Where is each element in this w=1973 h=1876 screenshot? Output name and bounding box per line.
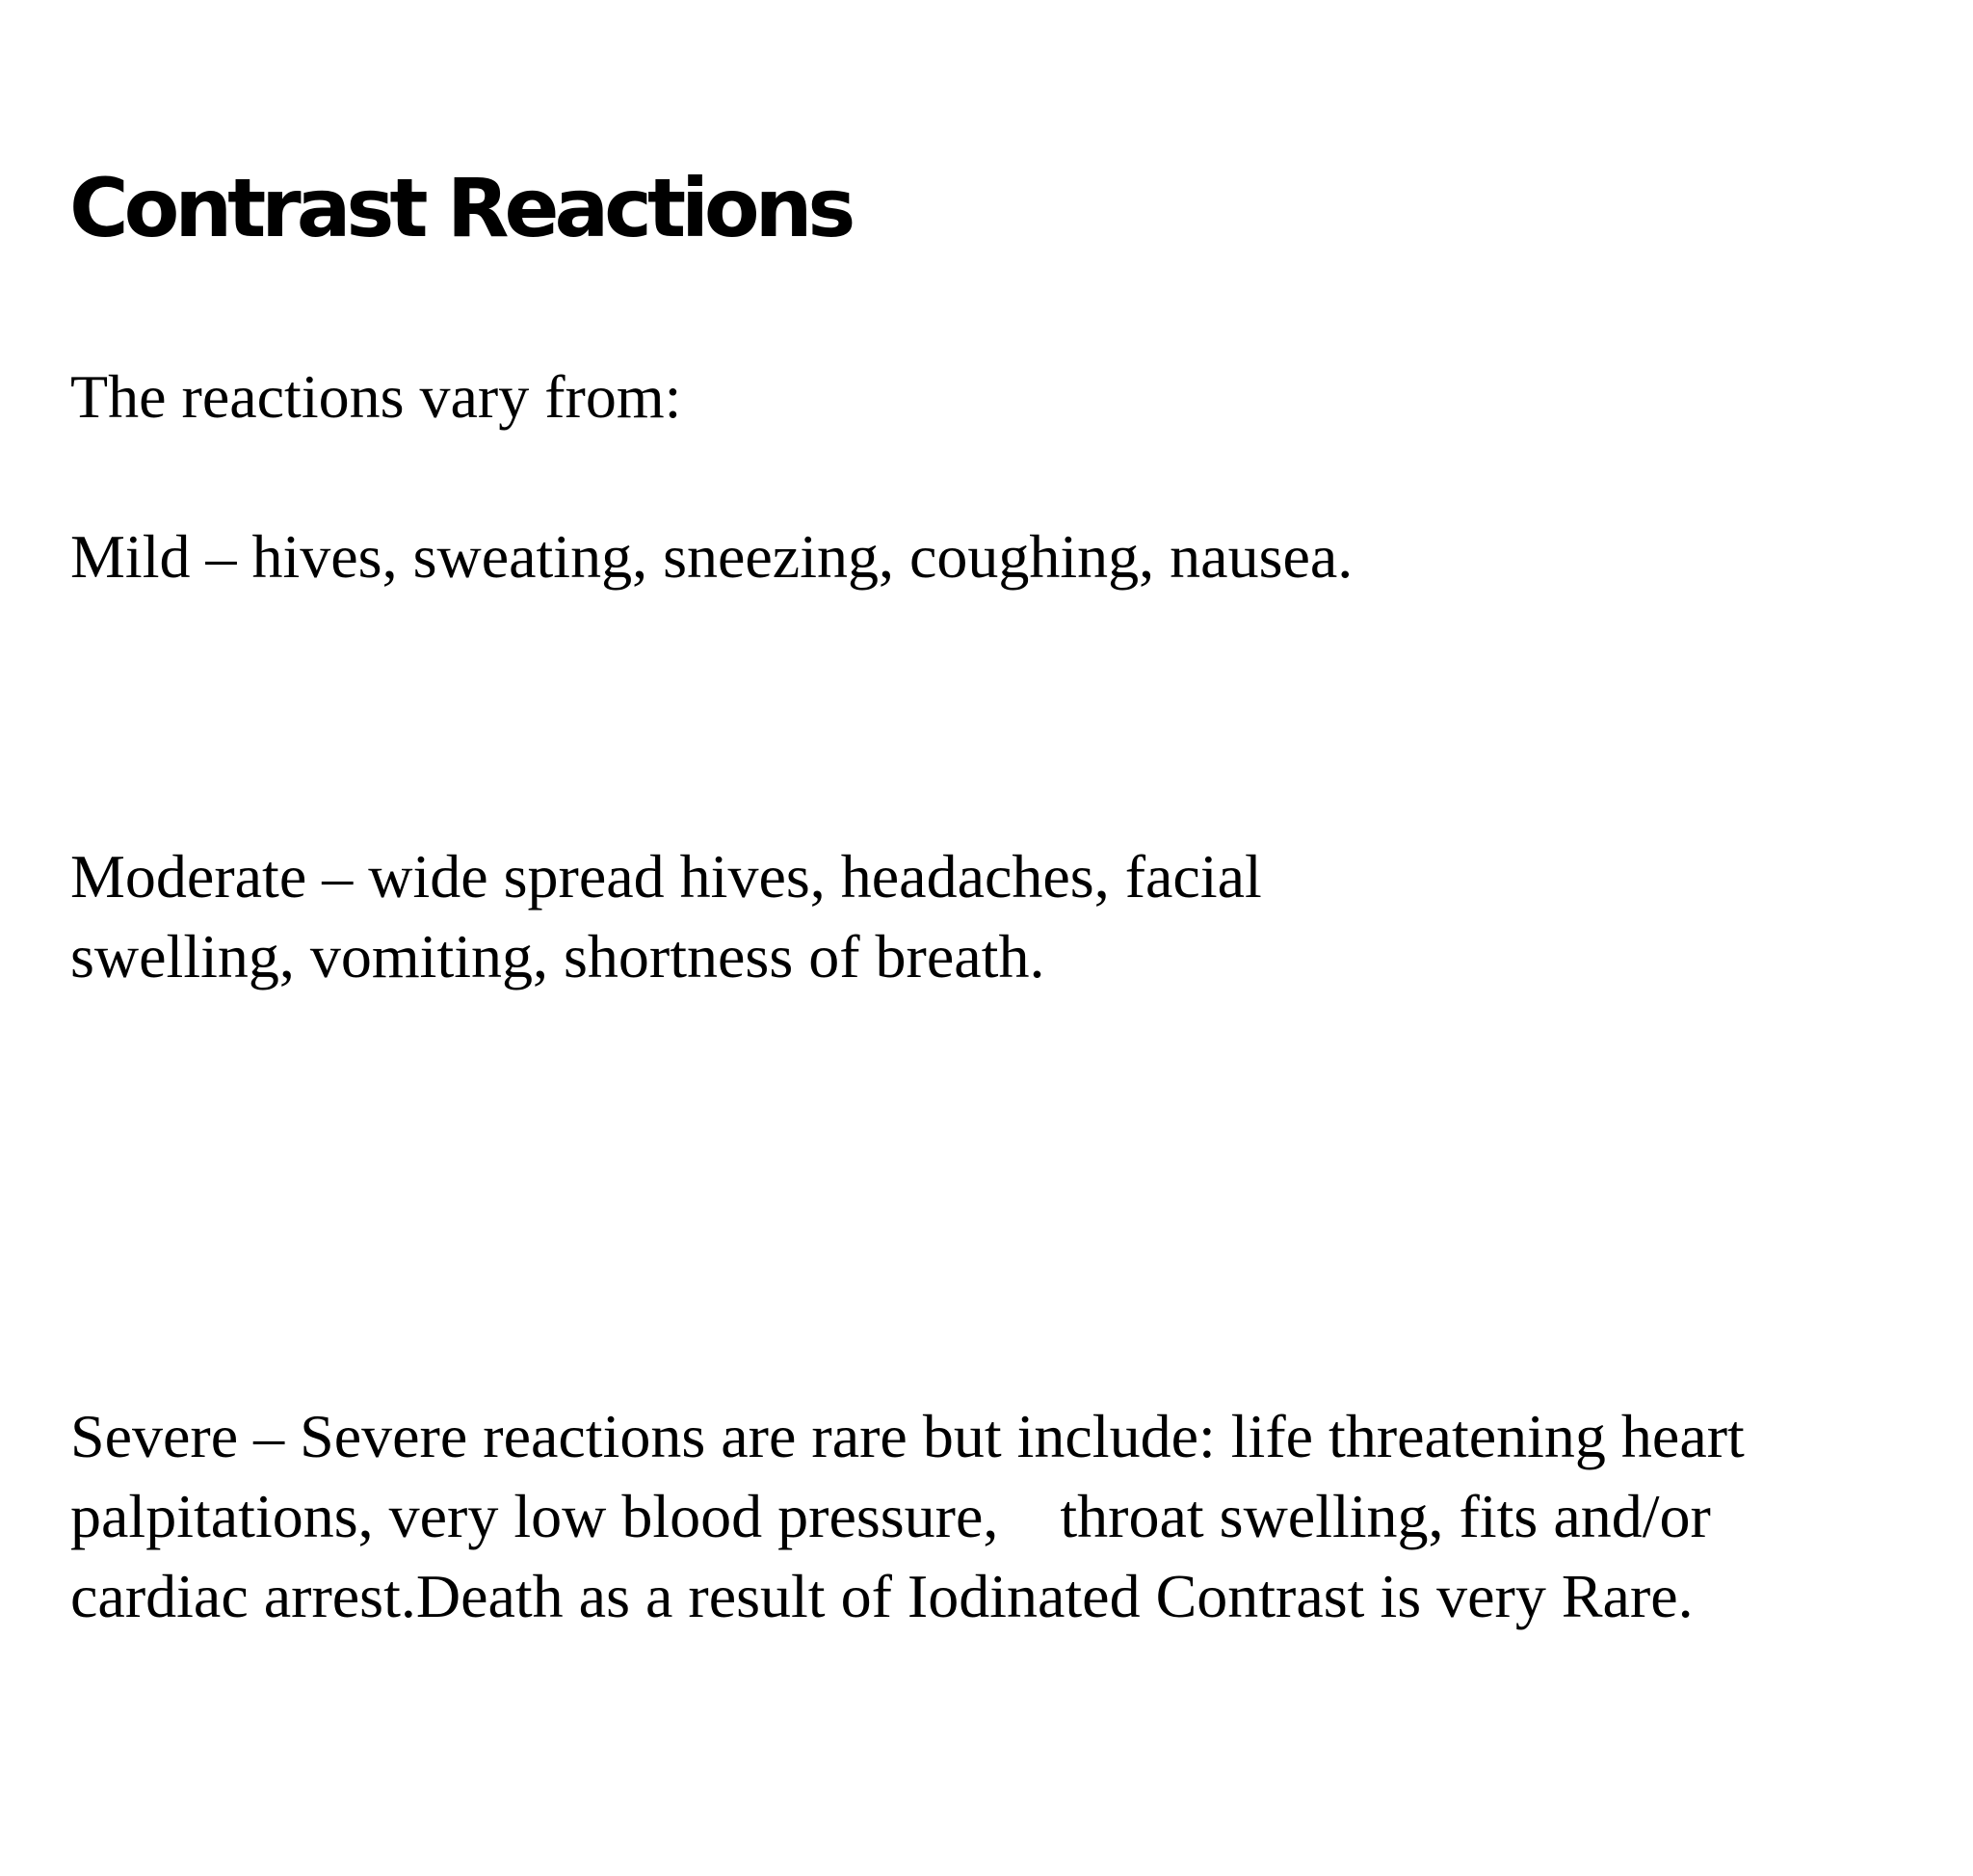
moderate-reactions-paragraph [70,676,1920,1156]
severe-line: cardiac arrest.Death as a result of Iodinated Contrast is very Rare. [70,1562,1694,1630]
severe-line: palpitations, very low blood pressure, throat swelling, fits and/or [70,1482,1711,1550]
intro-text: The reactions vary from: [70,362,682,431]
moderate-line: swelling, vomiting, shortness of breath. [70,922,1045,991]
mild-reactions-text: Mild – hives, sweating, sneezing, coughing, nausea. [70,522,1354,591]
slide-title: Contrast Reactions [69,161,852,255]
severe-line: Severe – Severe reactions are rare but include: life threatening heart [70,1402,1745,1470]
slide-body [70,357,1920,1876]
moderate-line: Moderate – wide spread hives, headaches, facial [70,842,1262,911]
severe-reactions-paragraph [70,1236,1920,1796]
